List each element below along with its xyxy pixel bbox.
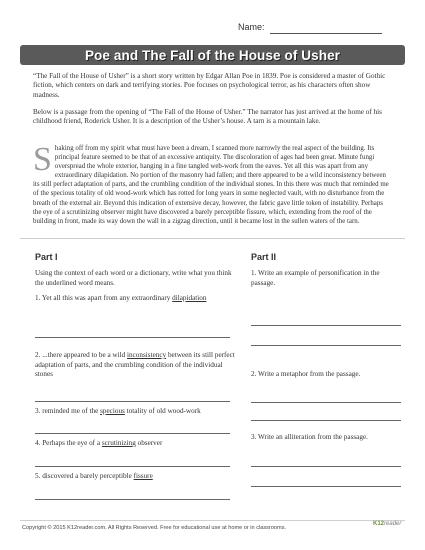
part-one-question-3: 3. reminded me of the specious totality of old wood-work: [35, 407, 201, 415]
story-passage: [33, 141, 393, 226]
page-title: Poe and The Fall of the House of Usher: [84, 47, 341, 63]
part-two-question-2: 2. Write a metaphor from the passage.: [251, 370, 361, 378]
part-two-answer-line-2b[interactable]: [251, 420, 401, 421]
part-two-heading: Part II: [251, 252, 277, 262]
part-two-question-1: 1. Write an example of personification in the passage.: [251, 269, 380, 287]
vocab-word-inconsistency: inconsistency: [127, 351, 167, 359]
part-two-answer-line-1a[interactable]: [251, 325, 401, 326]
vocab-word-dilapidation: dilapidation: [172, 294, 207, 302]
title-banner: [20, 45, 405, 65]
part-two-answer-line-3b[interactable]: [251, 486, 401, 487]
vocab-word-scrutinizing: scrutinizing: [101, 439, 136, 447]
section-divider: [20, 238, 405, 239]
answer-line-1[interactable]: [35, 337, 230, 338]
footer-divider: [20, 520, 405, 521]
name-label: Name:: [238, 22, 265, 32]
part-one-question-1: 1. Yet all this was apart from any extraordinary dilapidation: [35, 294, 207, 302]
part-one-question-4: 4. Perhaps the eye of a scrutinizing observer: [35, 439, 163, 447]
vocab-word-specious: specious: [100, 407, 125, 415]
part-one-instructions: Using the context of each word or a dictionary, write what you think the underlined word means.: [35, 269, 232, 287]
part-two-answer-line-3a[interactable]: [251, 466, 401, 467]
answer-line-4[interactable]: [35, 466, 230, 467]
part-two-answer-line-2a[interactable]: [251, 402, 401, 403]
name-answer-line: [270, 33, 382, 34]
answer-line-3[interactable]: [35, 433, 230, 434]
part-two-question-3: 3. Write an alliteration from the passage.: [251, 433, 368, 441]
answer-line-5[interactable]: [35, 499, 230, 500]
answer-line-2[interactable]: [35, 401, 230, 402]
part-one-question-5: 5. discovered a barely perceptible fissure: [35, 472, 153, 480]
passage-context-paragraph: Below is a passage from the opening of “The Fall of the House of Usher.” The narrator has just arrived at the home of his childhood friend, Roderick Usher. It is a description of the Usher’s house. A tarn is a mountain lake.: [33, 108, 382, 126]
drop-cap: S: [33, 141, 52, 178]
intro-paragraph: “The Fall of the House of Usher” is a short story written by Edgar Allan Poe in 1839. Poe is considered a master of Gothic fiction, which centers on dark and terrifying stories. Poe focuses on psychological terror, as his characters often show madness.: [33, 72, 386, 99]
passage-text: haking off from my spirit what must have been a dream, I scanned more narrowly the real aspect of the building. Its principal feature seemed to be that of an excessive antiquity. The discoloration of ages had been great. Minute fungi overspread the whole exterior, hanging in a fine tangled web-work from the eaves. Yet all this was apart from any extraordinary dilapidation. No portion of the masonry had fallen; and there appeared to be a wild inconsistency between its still perfect adaptation of parts, and the crumbling condition of the individual stones. In this there was much that reminded me of the specious totality of old wood-work which has rotted for long years in some neglected vault, with no disturbance from the breath of the external air. Beyond this indication of extensive decay, however, the fabric gave little token of instability. Perhaps the eye of a scrutinizing observer might have discovered a barely perceptible fissure, which, extending from the roof of the building in front, made its way down the wall in a zigzag direction, until it became lost in the sullen waters of the tarn.: [33, 145, 389, 225]
copyright-notice: Copyright © 2015 K12reader.com. All Rights Reserved. Free for educational use at home or in classrooms.: [22, 525, 287, 531]
part-one-question-2: 2. ...there appeared to be a wild inconsistency between its still perfect adaptation of parts, and the crumbling condition of the individual stones: [35, 351, 235, 379]
vocab-word-fissure: fissure: [133, 472, 153, 480]
part-one-heading: Part I: [35, 252, 58, 262]
part-two-answer-line-1b[interactable]: [251, 345, 401, 346]
k12reader-logo: K12reader: [373, 521, 402, 527]
